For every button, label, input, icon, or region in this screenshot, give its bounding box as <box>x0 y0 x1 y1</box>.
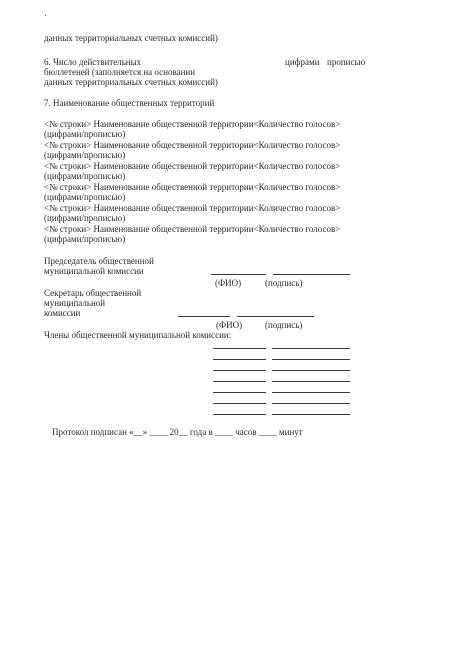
secretary-title-line1: Секретарь общественной <box>44 288 142 298</box>
member-signature-line-6 <box>272 403 350 404</box>
member-signature-line-1 <box>272 348 350 349</box>
previous-item-continuation: данных территориальных счетных комиссий) <box>44 33 218 43</box>
item6-words-header: прописью <box>327 57 366 67</box>
item6-line1: 6. Число действительных <box>44 57 142 67</box>
territory-row-4: <№ строки> Наименование общественной территории<Количество голосов> <box>44 182 341 192</box>
member-signature-line-5 <box>272 392 350 393</box>
member-fio-line-2 <box>213 359 266 360</box>
chairman-signature-line <box>273 274 350 275</box>
territory-row-2: <№ строки> Наименование общественной территории<Количество голосов> <box>44 140 341 150</box>
member-signature-line-4 <box>272 381 350 382</box>
member-fio-line-4 <box>213 381 266 382</box>
chairman-fio-caption: (ФИО) <box>215 278 242 288</box>
territory-row-5-sub: (цифрами/прописью) <box>44 213 126 223</box>
members-label: Члены общественной муниципальной комиссии: <box>44 330 232 340</box>
member-signature-line-7 <box>272 414 350 415</box>
territory-row-3: <№ строки> Наименование общественной территории<Количество голосов> <box>44 161 341 171</box>
member-fio-line-3 <box>213 370 266 371</box>
secretary-signature-line <box>237 316 314 317</box>
territory-row-1-sub: (цифрами/прописью) <box>44 129 126 139</box>
territory-row-6: <№ строки> Наименование общественной территории<Количество голосов> <box>44 224 341 234</box>
member-fio-line-7 <box>213 414 266 415</box>
secretary-title-line2: муниципальной <box>44 298 106 308</box>
member-signature-line-2 <box>272 359 350 360</box>
territory-row-6-sub: (цифрами/прописью) <box>44 234 126 244</box>
territory-row-2-sub: (цифрами/прописью) <box>44 150 126 160</box>
item7-title: 7. Наименование общественных территорий <box>44 98 215 108</box>
item6-digits-header: цифрами <box>285 57 320 67</box>
chairman-signature-caption: (подпись) <box>265 278 303 288</box>
secretary-title-line3: комиссии <box>44 308 81 318</box>
member-fio-line-1 <box>213 348 266 349</box>
territory-row-3-sub: (цифрами/прописью) <box>44 171 126 181</box>
member-fio-line-5 <box>213 392 266 393</box>
item6-line3: данных территориальных счетных комиссий) <box>44 77 218 87</box>
chairman-title-line2: муниципальной комиссии <box>44 266 144 276</box>
territory-row-1: <№ строки> Наименование общественной территории<Количество голосов> <box>44 119 341 129</box>
territory-row-4-sub: (цифрами/прописью) <box>44 192 126 202</box>
chairman-title-line1: Председатель общественной <box>44 256 154 266</box>
secretary-fio-line <box>178 316 230 317</box>
chairman-fio-line <box>211 274 266 275</box>
scan-speck <box>45 15 46 16</box>
territory-row-5: <№ строки> Наименование общественной территории<Количество голосов> <box>44 203 341 213</box>
protocol-signed-line: Протокол подписан «__» ____ 20__ года в ____ часов ____ минут <box>52 427 303 437</box>
member-fio-line-6 <box>213 403 266 404</box>
member-signature-line-3 <box>272 370 350 371</box>
secretary-signature-caption: (подпись) <box>265 320 303 330</box>
item6-line2: бюллетеней (заполняется на основании <box>44 67 196 77</box>
secretary-fio-caption: (ФИО) <box>216 320 243 330</box>
